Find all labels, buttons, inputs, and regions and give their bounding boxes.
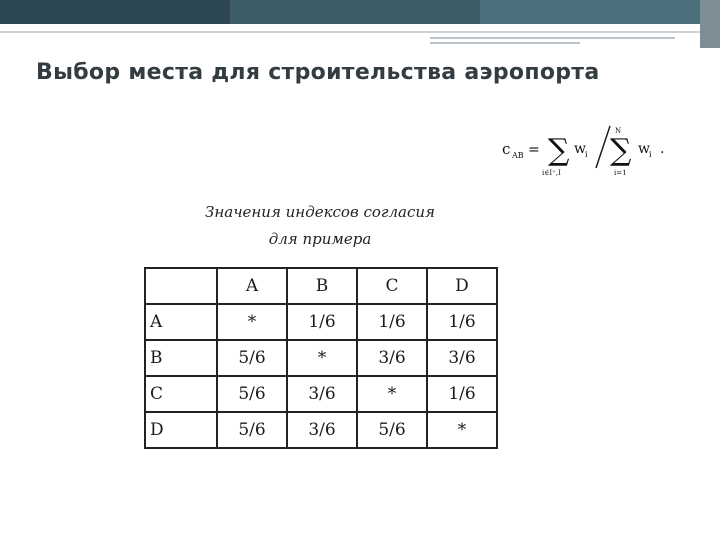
row-label: C xyxy=(145,376,217,412)
division-slash-icon xyxy=(596,126,610,168)
formula-term: w xyxy=(574,141,586,157)
formula-term: w xyxy=(638,141,650,157)
table-caption-line2: для примера xyxy=(268,230,372,248)
table-row xyxy=(145,412,497,448)
header-accent-line xyxy=(430,37,675,39)
formula-equals: = xyxy=(528,142,540,158)
table-cell: 3/6 xyxy=(287,376,357,412)
table-header-row xyxy=(145,268,497,304)
table-cell: * xyxy=(427,412,497,448)
concordance-table xyxy=(144,267,498,449)
header-cell: B xyxy=(287,268,357,304)
table-cell: 1/6 xyxy=(427,304,497,340)
row-label: D xyxy=(145,412,217,448)
header-accent-line xyxy=(430,42,580,44)
banner-segment xyxy=(0,0,230,24)
table-cell: 1/6 xyxy=(427,376,497,412)
table-cell: 5/6 xyxy=(217,412,287,448)
concordance-formula xyxy=(498,122,678,180)
table-cell: 5/6 xyxy=(217,340,287,376)
formula-term-subscript: i xyxy=(649,150,652,159)
header-rule xyxy=(0,31,700,33)
table-caption-line1: Значения индексов согласия xyxy=(205,203,435,221)
sum-symbol-icon: ∑ xyxy=(610,133,632,168)
formula-lhs-subscript: AB xyxy=(512,151,524,160)
header-cell xyxy=(145,268,217,304)
table-cell: 3/6 xyxy=(357,340,427,376)
row-label: A xyxy=(145,304,217,340)
corner-accent xyxy=(700,0,720,48)
table-cell: * xyxy=(287,340,357,376)
table-cell: 5/6 xyxy=(357,412,427,448)
table-cell: * xyxy=(357,376,427,412)
sum-lower-limit: i=1 xyxy=(614,169,627,177)
row-label: B xyxy=(145,340,217,376)
table-cell: 3/6 xyxy=(287,412,357,448)
formula-term-subscript: i xyxy=(585,150,588,159)
table-cell: 1/6 xyxy=(287,304,357,340)
table-cell: * xyxy=(217,304,287,340)
formula-lhs: c xyxy=(502,140,511,158)
table-cell: 1/6 xyxy=(357,304,427,340)
table-cell: 3/6 xyxy=(427,340,497,376)
table-row xyxy=(145,304,497,340)
sum-lower-limit: i∈I⁺,I xyxy=(542,169,561,177)
sum-upper-limit: N xyxy=(615,127,622,135)
banner-segment xyxy=(480,0,700,24)
sum-symbol-icon: ∑ xyxy=(548,133,570,168)
top-banner xyxy=(0,0,720,24)
header-cell: D xyxy=(427,268,497,304)
header-cell: C xyxy=(357,268,427,304)
page-title: Выбор места для строительства аэропорта xyxy=(36,60,600,85)
banner-segment xyxy=(230,0,480,24)
header-cell: A xyxy=(217,268,287,304)
table-row xyxy=(145,376,497,412)
table-cell: 5/6 xyxy=(217,376,287,412)
table-row xyxy=(145,340,497,376)
formula-period: . xyxy=(660,141,665,157)
